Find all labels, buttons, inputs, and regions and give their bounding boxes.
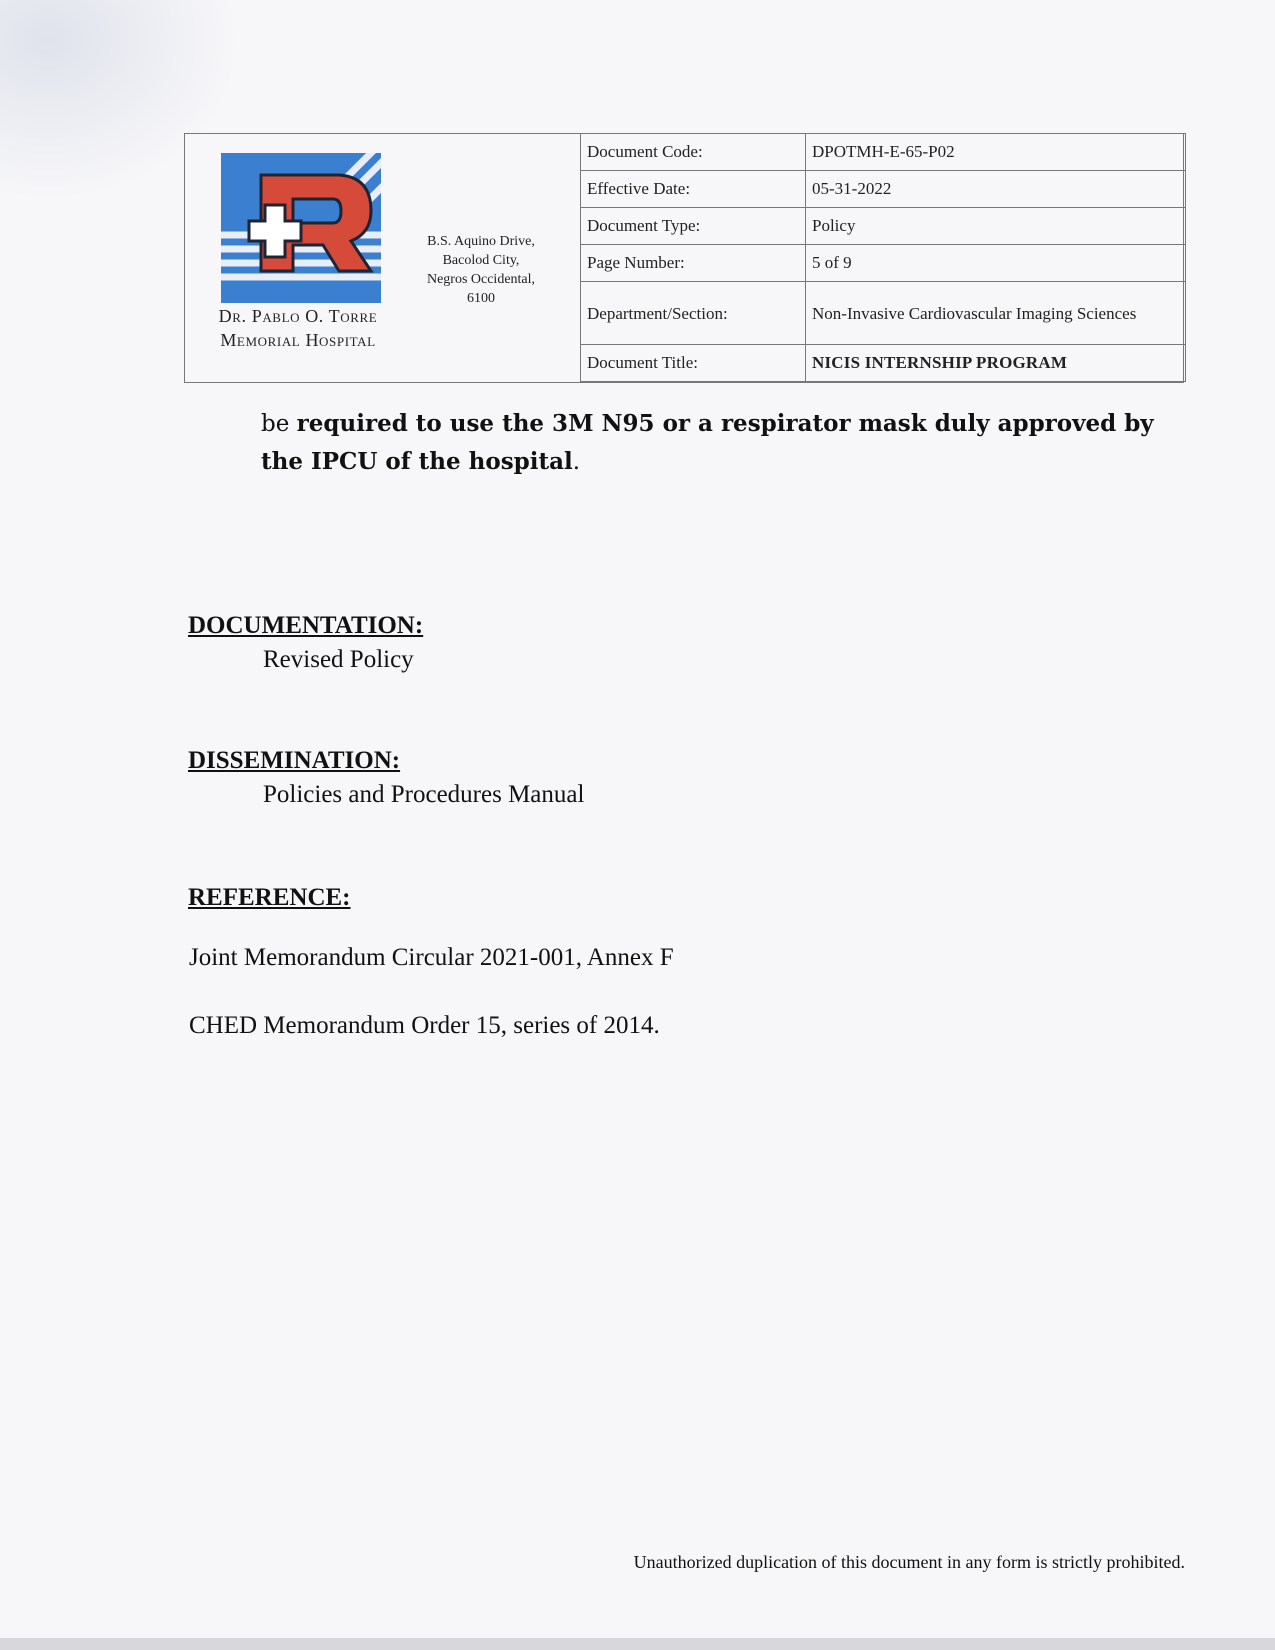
documentation-heading: DOCUMENTATION: [188,612,424,639]
effective-date-label: Effective Date: [581,171,806,208]
address-line: Bacolod City, [442,253,520,268]
address-line: Negros Occidental, [426,272,536,287]
intro-suffix: . [572,449,581,475]
address-line: B.S. Aquino Drive, [427,234,535,249]
intro-bold-text: required to use the 3M N95 or a respirator mask duly approved by the IPCU of the hospital [261,410,1154,475]
hospital-name-line1: Dr. Pablo O. Torre [218,306,378,326]
effective-date-value: 05-31-2022 [806,171,1186,208]
page-number-label: Page Number: [581,245,806,282]
dissemination-heading: DISSEMINATION: [188,747,401,774]
hospital-address [403,232,559,308]
document-title-label: Document Title: [581,345,806,382]
footer-notice: Unauthorized duplication of this document in any form is strictly prohibited. [633,1552,1185,1572]
hospital-name [193,304,403,352]
document-title-value: NICIS INTERNSHIP PROGRAM [806,345,1186,382]
document-header [184,133,1184,383]
page-number-value: 5 of 9 [806,245,1186,282]
hospital-logo-icon [221,153,381,303]
reference-item: CHED Memorandum Order 15, series of 2014. [189,1012,660,1039]
department-label: Department/Section: [581,282,806,345]
table-row [581,245,1186,282]
intro-prefix: be [261,411,297,437]
intro-paragraph [261,405,1191,481]
table-row [581,134,1186,171]
document-type-label: Document Type: [581,208,806,245]
table-row [581,282,1186,345]
table-row [581,171,1186,208]
table-row [581,345,1186,382]
hospital-logo-block [185,134,395,382]
documentation-text: Revised Policy [263,646,414,673]
table-row [581,208,1186,245]
document-code-value: DPOTMH-E-65-P02 [806,134,1186,171]
dissemination-text: Policies and Procedures Manual [263,781,585,808]
address-line: 6100 [467,291,495,306]
document-info-table [580,133,1186,382]
reference-heading: REFERENCE: [188,884,351,911]
scan-edge [0,1638,1275,1650]
hospital-name-line2: Memorial Hospital [220,330,376,350]
reference-item: Joint Memorandum Circular 2021-001, Annex F [189,944,674,971]
document-code-label: Document Code: [581,134,806,171]
document-type-value: Policy [806,208,1186,245]
department-value: Non-Invasive Cardiovascular Imaging Sciences [806,282,1186,345]
